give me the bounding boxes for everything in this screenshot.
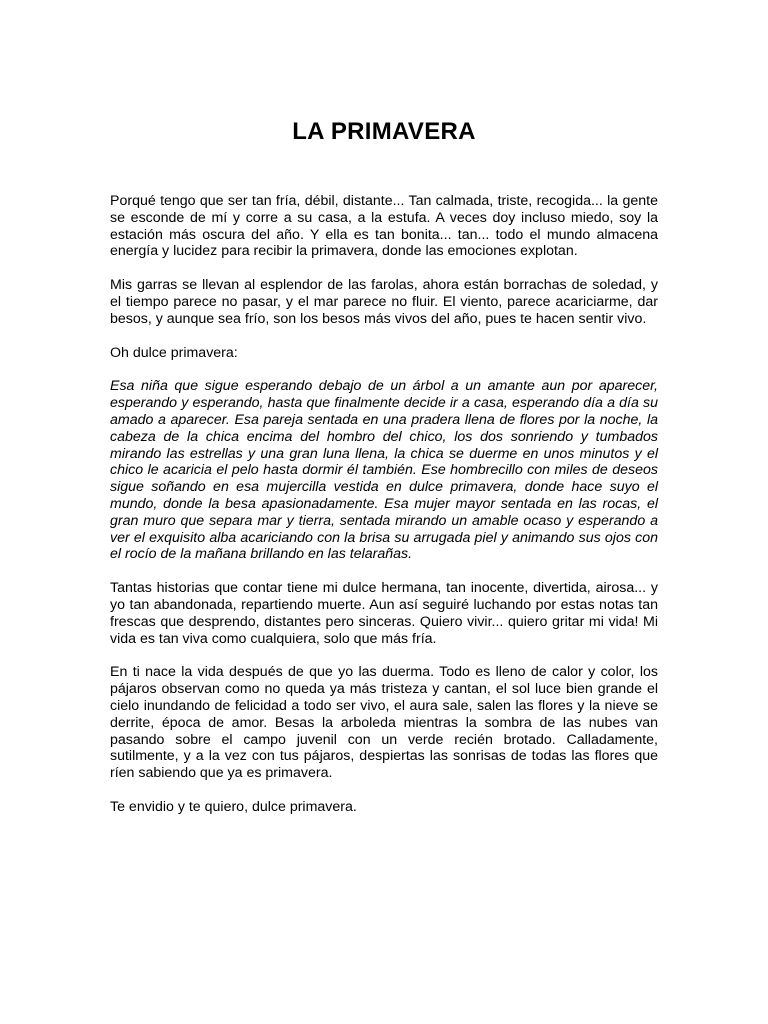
document-title: LA PRIMAVERA [292, 118, 476, 145]
paragraph: Porqué tengo que ser tan fría, débil, distante... Tan calmada, triste, recogida... la gente se esconde de mí y corre a su casa, a la estufa. A veces doy incluso miedo, soy la estación más oscura del año. Y ella es tan bonita... tan... todo el mundo almacena energía y lucidez para recibir la primavera, donde las emociones explotan. [110, 193, 658, 260]
paragraph-invocation: Oh dulce primavera: [110, 344, 238, 361]
paragraph-closing: Te envidio y te quiero, dulce primavera. [110, 798, 357, 815]
paragraph: Tantas historias que contar tiene mi dulce hermana, tan inocente, divertida, airosa... y yo tan abandonada, repartiendo muerte. Aun así seguiré luchando por estas notas tan frescas que desprendo, distantes pero sinceras. Quiero vivir... quiero gritar mi vida! Mi vida es tan viva como cualquiera, solo que más fría. [110, 580, 658, 647]
paragraph: En ti nace la vida después de que yo las duerma. Todo es lleno de calor y color, los pájaros observan como no queda ya más tristeza y cantan, el sol luce bien grande el cielo inundando de felicidad a todo ser vivo, el aura sale, salen las flores y la nieve se derrite, época de amor. Besas la arboleda mientras la sombra de las nubes van pasando sobre el campo juvenil con un verde recién brotado. Calladamente, sutilmente, y a la vez con tus pájaros, despiertas las sonrisas de todas las flores que ríen sabiendo que ya es primavera. [110, 664, 658, 782]
paragraph: Mis garras se llevan al esplendor de las farolas, ahora están borrachas de soledad, y el tiempo parece no pasar, y el mar parece no fluir. El viento, parece acariciarme, dar besos, y aunque sea frío, son los besos más vivos del año, pues te hacen sentir vivo. [110, 277, 658, 327]
document-body [110, 193, 658, 833]
paragraph-italic: Esa niña que sigue esperando debajo de un árbol a un amante aun por aparecer, esperando y esperando, hasta que finalmente decide ir a casa, esperando día a día su amado a aparecer. Esa pareja sentada en una pradera llena de flores por la noche, la cabeza de la chica encima del hombro del chico, los dos sonriendo y tumbados mirando las estrellas y una gran luna llena, la chica se duerme en unos minutos y el chico le acaricia el pelo hasta dormir él también. Ese hombrecillo con miles de deseos sigue soñando en esa mujercilla vestida en dulce primavera, donde hace suyo el mundo, donde la besa apasionadamente. Esa mujer mayor sentada en las rocas, el gran muro que separa mar y tierra, sentada mirando un amable ocaso y esperando a ver el exquisito alba acariciando con la brisa su arrugada piel y animando sus ojos con el rocío de la mañana brillando en las telarañas. [110, 378, 658, 563]
